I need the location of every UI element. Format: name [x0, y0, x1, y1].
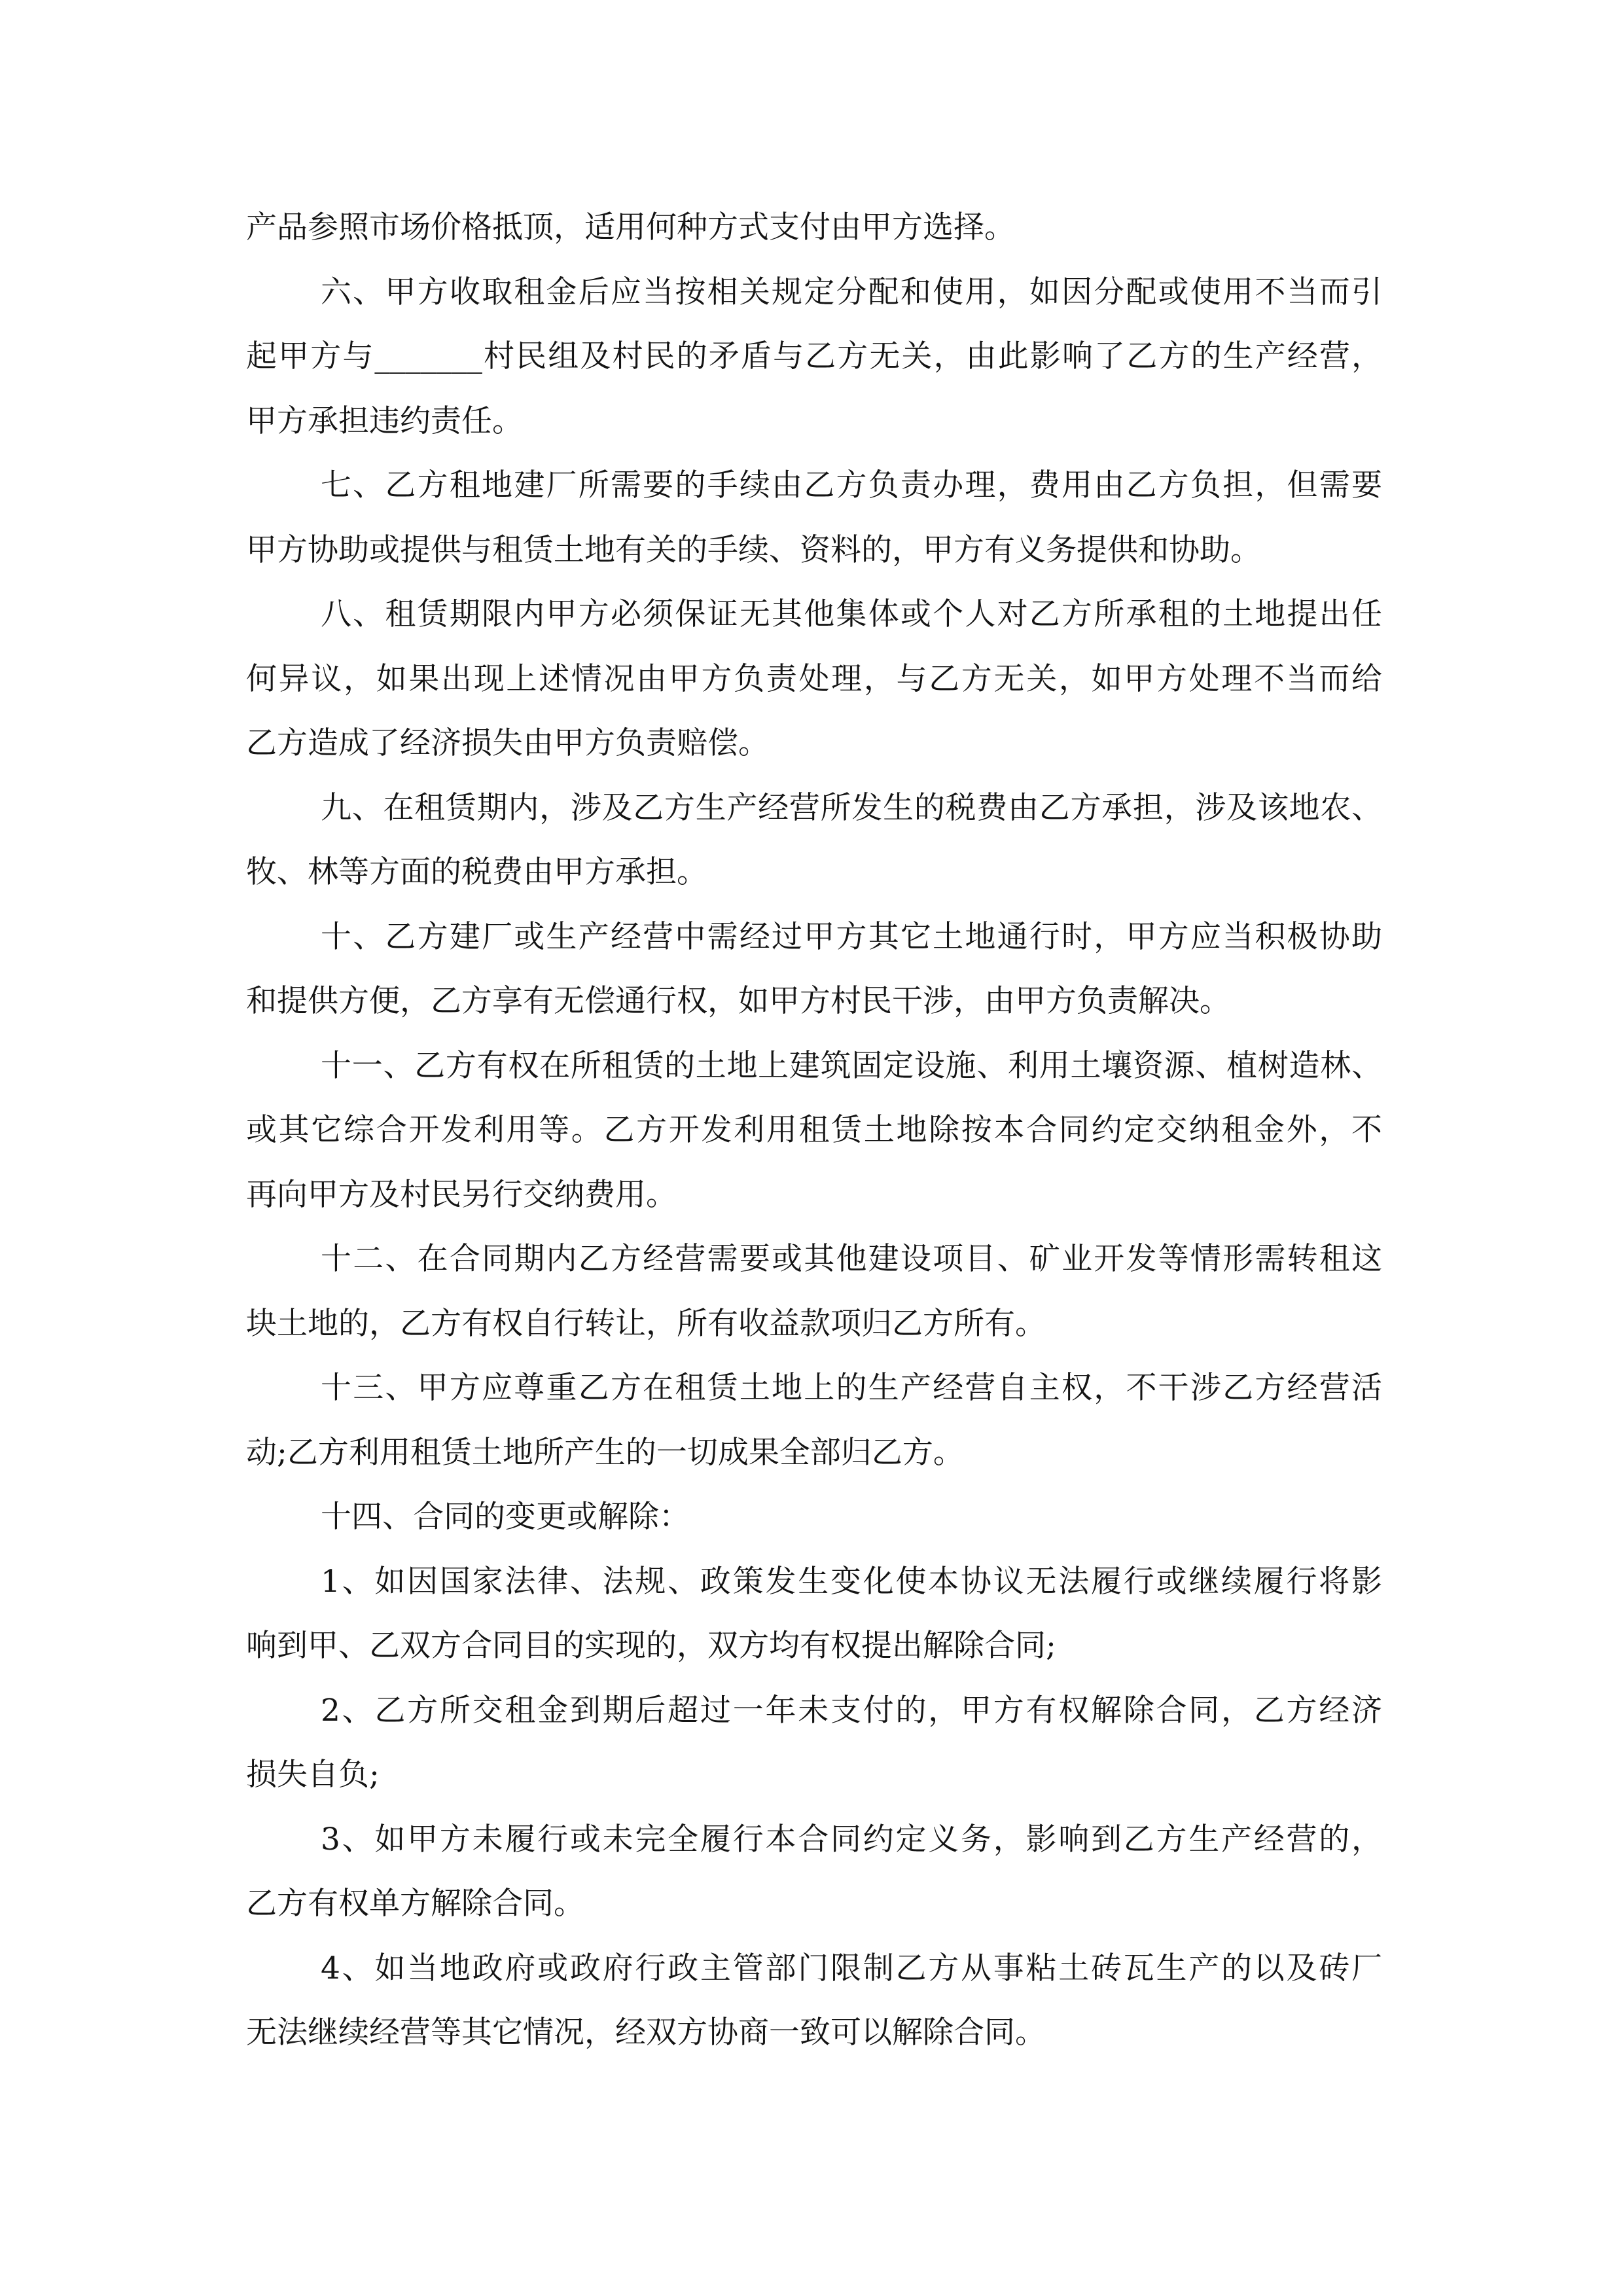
clause-9: [246, 776, 1382, 905]
clause-14-heading: [246, 1485, 1382, 1550]
clause-14-item-3: [246, 1808, 1382, 1937]
clause-14-item-1: [246, 1550, 1382, 1679]
paragraph-line: 和提供方便，乙方享有无偿通行权，如甲方村民干涉，由甲方负责解决。: [246, 983, 1230, 1019]
paragraph-line: 或其它综合开发利用等。乙方开发利用租赁土地除按本合同约定交纳租金外，不: [246, 1112, 1382, 1148]
paragraph-line: 十三、甲方应尊重乙方在租赁土地上的生产经营自主权，不干涉乙方经营活: [321, 1370, 1382, 1406]
paragraph-line: 3、如甲方未履行或未完全履行本合同约定义务，影响到乙方生产经营的，: [321, 1821, 1382, 1857]
paragraph-line: 动;乙方利用租赁土地所产生的一切成果全部归乙方。: [246, 1434, 964, 1471]
clause-11: [246, 1034, 1382, 1228]
paragraph-line: 起甲方与_______村民组及村民的矛盾与乙方无关，由此影响了乙方的生产经营，: [246, 338, 1382, 374]
paragraph-line: 再向甲方及村民另行交纳费用。: [246, 1176, 677, 1213]
paragraph-line: 产品参照市场价格抵顶，适用何种方式支付由甲方选择。: [246, 209, 1015, 245]
paragraph-line: 八、租赁期限内甲方必须保证无其他集体或个人对乙方所承租的土地提出任: [321, 596, 1382, 632]
paragraph-line: 六、甲方收取租金后应当按相关规定分配和使用，如因分配或使用不当而引: [321, 274, 1382, 310]
clause-10: [246, 905, 1382, 1034]
paragraph-line: 无法继续经营等其它情况，经双方协商一致可以解除合同。: [246, 2015, 1046, 2051]
paragraph-line: 损失自负;: [246, 1757, 380, 1793]
paragraph-line: 十二、在合同期内乙方经营需要或其他建设项目、矿业开发等情形需转租这: [321, 1241, 1382, 1277]
paragraph-line: 九、在租赁期内，涉及乙方生产经营所发生的税费由乙方承担，涉及该地农、: [321, 789, 1382, 826]
paragraph-line: 牧、林等方面的税费由甲方承担。: [246, 854, 707, 890]
paragraph-line: 何异议，如果出现上述情况由甲方负责处理，与乙方无关，如甲方处理不当而给: [246, 660, 1382, 697]
clause-6: [246, 260, 1382, 454]
paragraph-line: 乙方有权单方解除合同。: [246, 1886, 584, 1922]
clause-13: [246, 1356, 1382, 1485]
paragraph-line: 十、乙方建厂或生产经营中需经过甲方其它土地通行时，甲方应当积极协助: [321, 918, 1382, 955]
paragraph-line: 十四、合同的变更或解除：: [321, 1499, 690, 1535]
clause-8: [246, 583, 1382, 776]
paragraph-line: 4、如当地政府或政府行政主管部门限制乙方从事粘土砖瓦生产的以及砖厂: [321, 1950, 1382, 1986]
paragraph-line: 块土地的，乙方有权自行转让，所有收益款项归乙方所有。: [246, 1305, 1046, 1342]
paragraph-line: 十一、乙方有权在所租赁的土地上建筑固定设施、利用土壤资源、植树造林、: [321, 1047, 1382, 1084]
paragraph-line: 甲方承担违约责任。: [246, 403, 523, 439]
clause-14-item-2: [246, 1679, 1382, 1808]
paragraph-line: 甲方协助或提供与租赁土地有关的手续、资料的，甲方有义务提供和协助。: [246, 531, 1261, 568]
paragraph-line: 1、如因国家法律、法规、政策发生变化使本协议无法履行或继续履行将影: [321, 1563, 1382, 1600]
paragraph-line: 七、乙方租地建厂所需要的手续由乙方负责办理，费用由乙方负担，但需要: [321, 467, 1382, 503]
clause-12: [246, 1227, 1382, 1356]
clause-5-continuation: [246, 196, 1382, 260]
clause-7: [246, 454, 1382, 583]
paragraph-line: 乙方造成了经济损失由甲方负责赔偿。: [246, 725, 769, 761]
clause-14-item-4: [246, 1937, 1382, 2066]
paragraph-line: 2、乙方所交租金到期后超过一年未支付的，甲方有权解除合同，乙方经济: [321, 1692, 1382, 1729]
contract-body: [246, 196, 1382, 2066]
paragraph-line: 响到甲、乙双方合同目的实现的，双方均有权提出解除合同;: [246, 1628, 1056, 1664]
